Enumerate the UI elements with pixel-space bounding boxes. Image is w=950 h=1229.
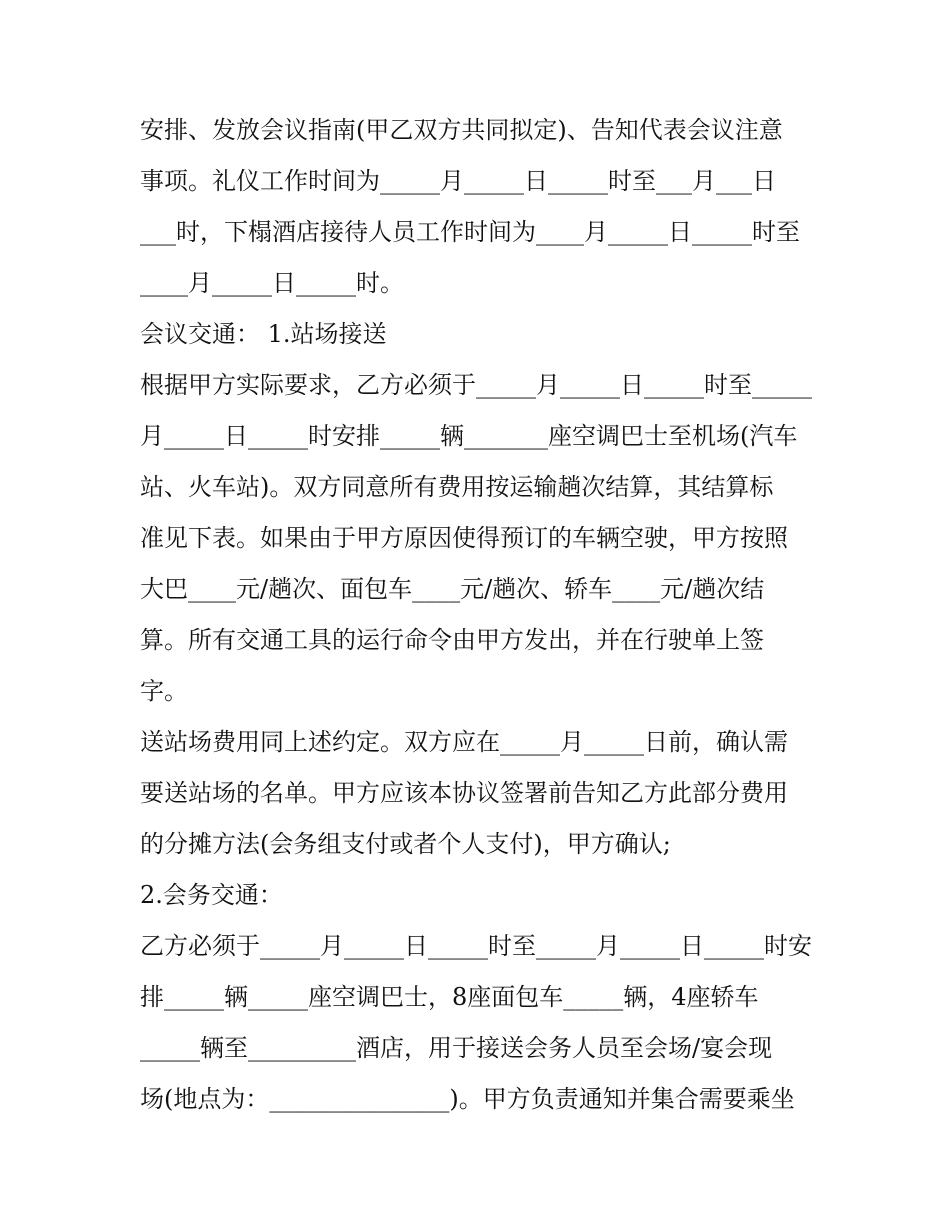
text-line: 的分摊方法(会务组支付或者个人支付)，甲方确认;	[140, 830, 671, 858]
text-line: 场(地点为：_______________)。甲方负责通知并集合需要乘坐	[140, 1085, 795, 1113]
contract-text	[140, 105, 830, 1125]
text-line: 根据甲方实际要求，乙方必须于_____月_____日_____时至_____	[140, 371, 812, 399]
text-line: 安排、发放会议指南(甲乙双方共同拟定)、告知代表会议注意	[140, 116, 783, 144]
text-line: 准见下表。如果由于甲方原因使得预订的车辆空驶，甲方按照	[140, 524, 788, 552]
text-line: 排_____辆_____座空调巴士，8座面包车_____辆，4座轿车	[140, 983, 759, 1011]
section-heading-conference-transport: 会议交通： 1.站场接送	[140, 320, 387, 348]
text-line: ___时，下榻酒店接待人员工作时间为____月_____日_____时至	[140, 218, 800, 246]
text-line: 乙方必须于_____月_____日_____时至_____月_____日_____时安	[140, 932, 812, 960]
text-line: 事项。礼仪工作时间为_____月_____日_____时至___月___日	[140, 167, 776, 195]
text-line: 送站场费用同上述约定。双方应在_____月_____日前，确认需	[140, 728, 788, 756]
section-heading-meeting-transport: 2.会务交通：	[140, 881, 283, 909]
text-line: 字。	[140, 677, 188, 705]
text-line: 大巴____元/趟次、面包车____元/趟次、轿车____元/趟次结	[140, 575, 765, 603]
text-line: ____月_____日_____时。	[140, 269, 404, 297]
text-line: 要送站场的名单。甲方应该本协议签署前告知乙方此部分费用	[140, 779, 788, 807]
text-line: _____辆至_________酒店，用于接送会务人员至会场/宴会现	[140, 1034, 773, 1062]
text-line: 算。所有交通工具的运行命令由甲方发出，并在行驶单上签	[140, 626, 764, 654]
text-line: 月_____日_____时安排_____辆_______座空调巴士至机场(汽车	[140, 422, 798, 450]
text-line: 站、火车站)。双方同意所有费用按运输趟次结算，其结算标	[140, 473, 774, 501]
